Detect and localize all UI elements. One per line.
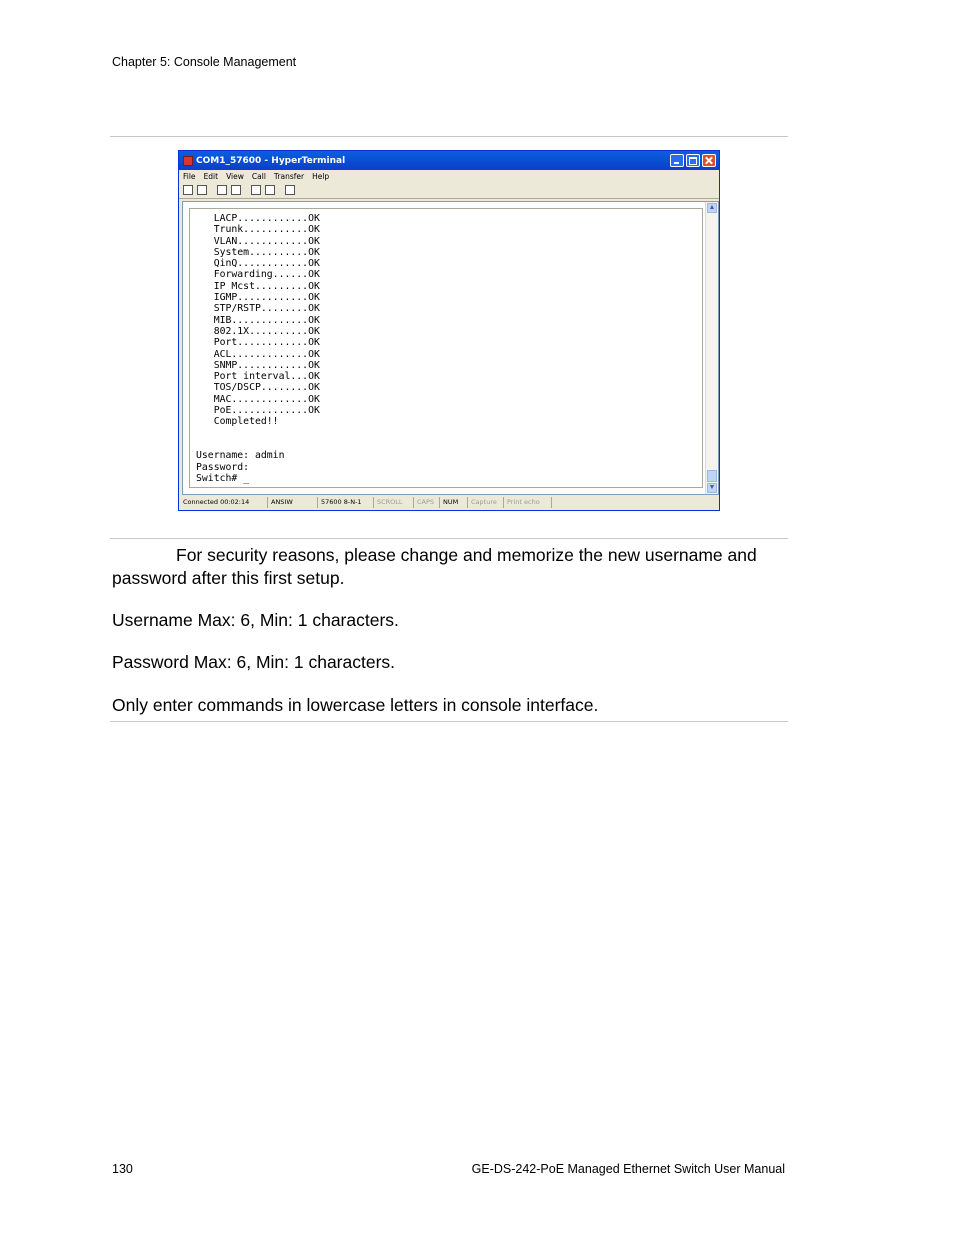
middle-divider — [110, 538, 788, 539]
terminal-output: LACP............OK Trunk...........OK VLAN............OK System..........OK QinQ............OK Forwarding......OK IP Mcst.........OK IGMP............OK STP/RSTP........OK MIB.............OK 802.1X..........OK Port............OK ACL.............OK SNMP............OK Port interval...OK TOS/DSCP........OK MAC.............OK PoE.............OK Completed!! Username: admin Password: Switch# _ — [196, 213, 320, 484]
minimize-button[interactable] — [670, 154, 684, 167]
close-button[interactable] — [702, 154, 716, 167]
maximize-button[interactable] — [686, 154, 700, 167]
status-capture: Capture — [468, 497, 504, 508]
status-num: NUM — [440, 497, 468, 508]
status-settings: 57600 8-N-1 — [318, 497, 374, 508]
security-note: For security reasons, please change and memorize the new username and password after this first setup. — [112, 545, 757, 588]
send-icon[interactable] — [251, 185, 261, 195]
connect-icon[interactable] — [217, 185, 227, 195]
top-divider — [110, 136, 788, 137]
receive-icon[interactable] — [265, 185, 275, 195]
page-number: 130 — [112, 1162, 133, 1176]
hyperterminal-icon — [183, 156, 193, 166]
hyperterminal-window — [178, 150, 720, 511]
terminal-area[interactable] — [182, 201, 719, 495]
status-emulation: ANSIW — [268, 497, 318, 508]
menu-view[interactable]: View — [226, 171, 244, 181]
lowercase-note: Only enter commands in lowercase letters in console interface. — [112, 695, 599, 715]
window-title: COM1_57600 - HyperTerminal — [196, 155, 346, 166]
manual-title: GE-DS-242-PoE Managed Ethernet Switch User Manual — [471, 1162, 785, 1176]
vertical-scrollbar[interactable] — [705, 202, 718, 494]
new-connection-icon[interactable] — [183, 185, 193, 195]
disconnect-icon[interactable] — [231, 185, 241, 195]
scroll-thumb[interactable] — [707, 470, 717, 482]
menu-transfer[interactable]: Transfer — [273, 171, 305, 181]
status-print-echo: Print echo — [504, 497, 552, 508]
scroll-down-icon[interactable]: ▼ — [708, 484, 716, 491]
properties-icon[interactable] — [285, 185, 295, 195]
scroll-up-icon[interactable]: ▲ — [708, 204, 716, 211]
chapter-header: Chapter 5: Console Management — [112, 55, 297, 69]
toolbar — [179, 182, 719, 199]
status-scroll: SCROLL — [374, 497, 414, 508]
status-bar — [180, 496, 718, 509]
username-limits: Username Max: 6, Min: 1 characters. — [112, 610, 399, 630]
menu-bar — [179, 170, 719, 182]
status-caps: CAPS — [414, 497, 440, 508]
title-bar — [179, 151, 719, 170]
status-connected: Connected 00:02:14 — [180, 497, 268, 508]
open-icon[interactable] — [197, 185, 207, 195]
terminal-screen[interactable] — [189, 208, 703, 488]
menu-help[interactable]: Help — [312, 171, 330, 181]
menu-edit[interactable]: Edit — [203, 171, 219, 181]
bottom-divider — [110, 721, 788, 722]
password-limits: Password Max: 6, Min: 1 characters. — [112, 652, 396, 672]
menu-call[interactable]: Call — [251, 171, 266, 181]
menu-file[interactable]: File — [183, 171, 196, 181]
